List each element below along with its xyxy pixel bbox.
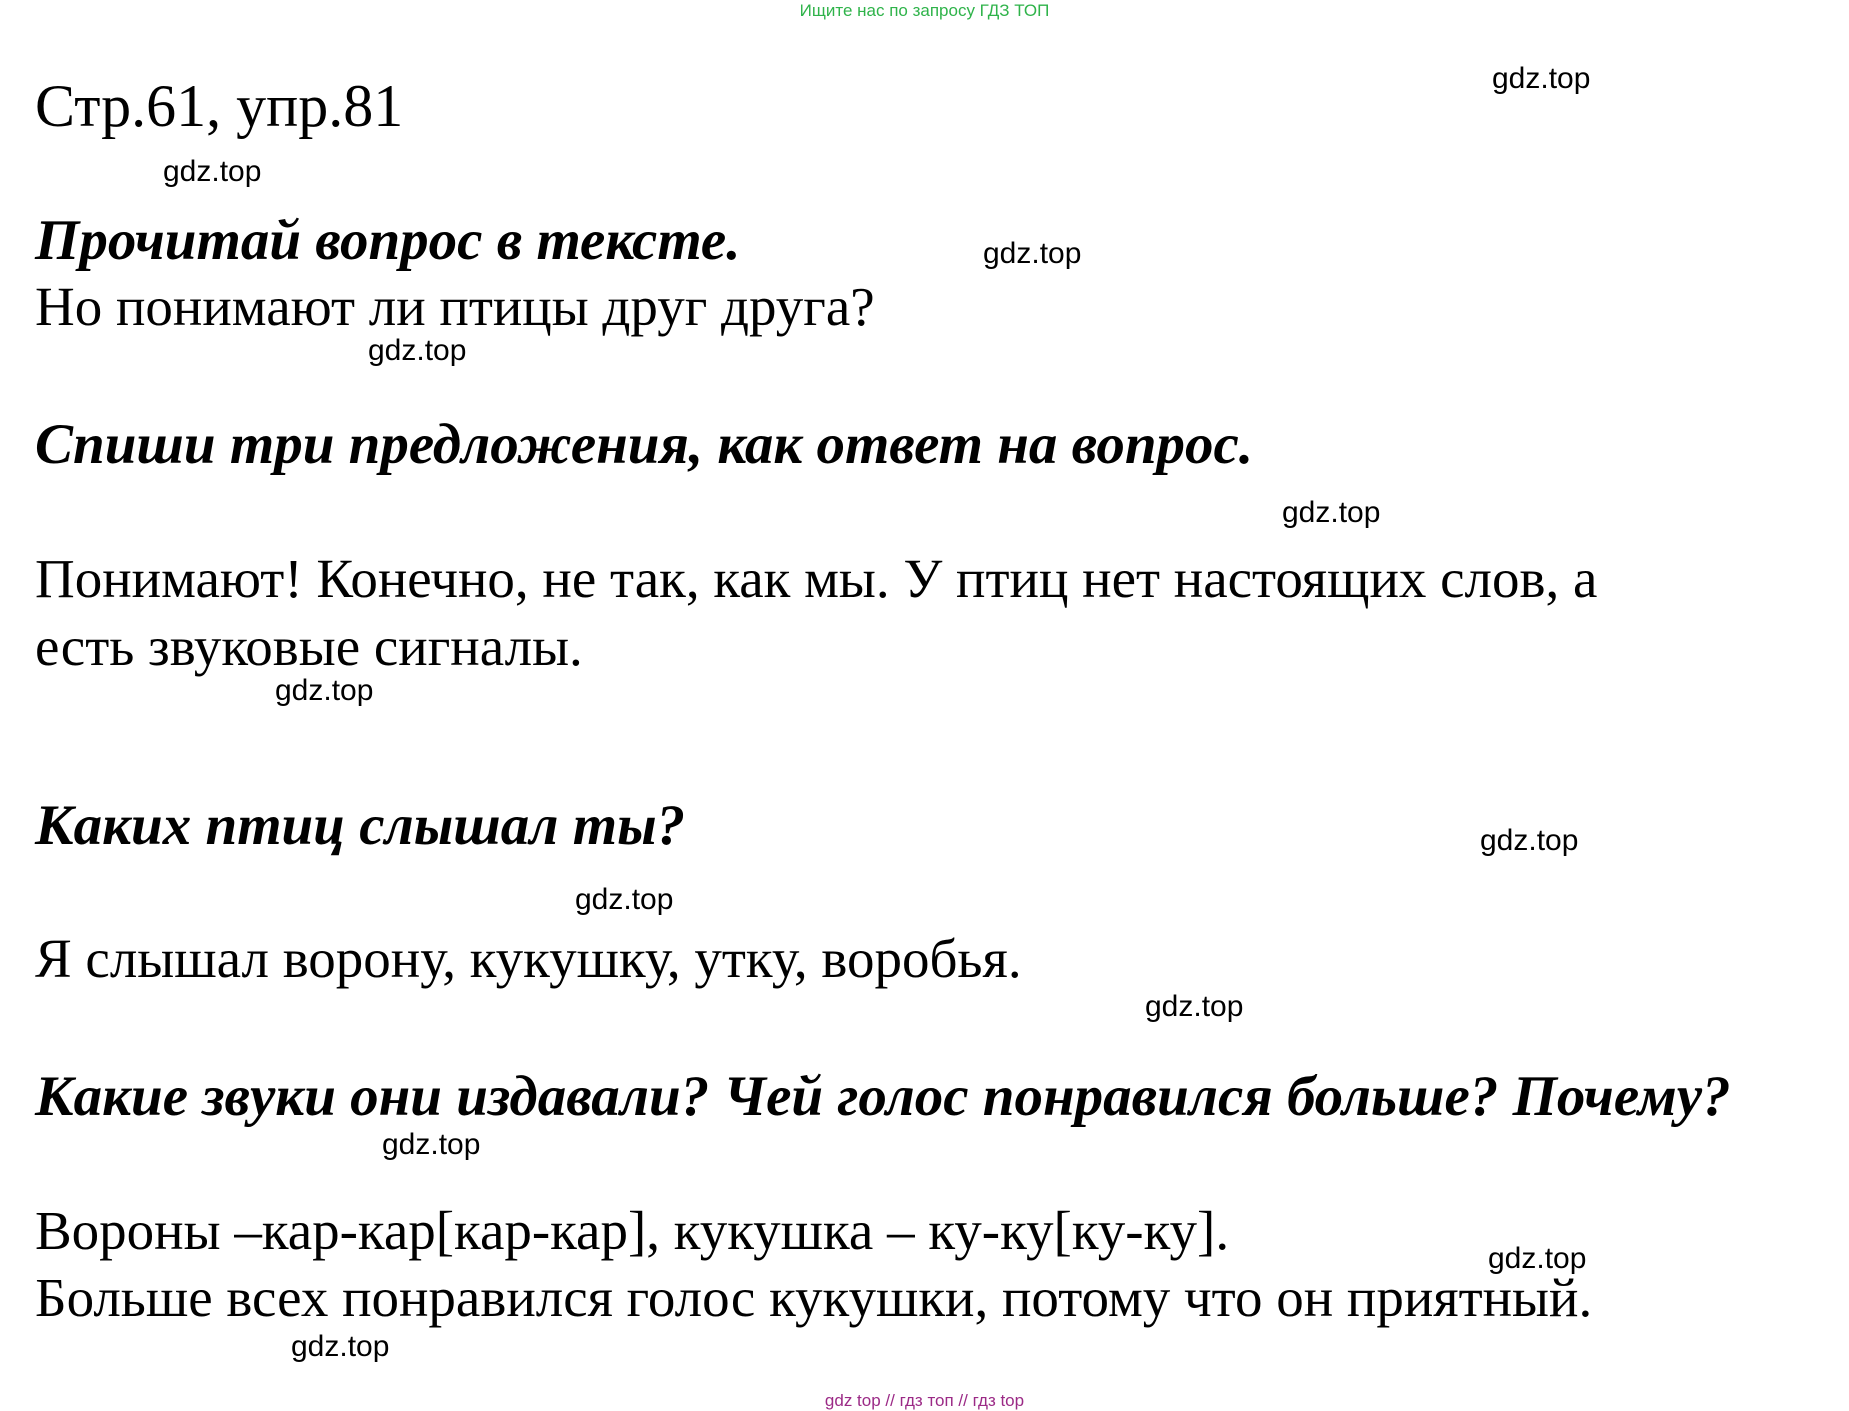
- watermark: gdz.top: [368, 334, 467, 367]
- answer-2-line-1: Понимают! Конечно, не так, как мы. У птиц нет настоящих слов, а: [35, 548, 1598, 609]
- watermark: gdz.top: [163, 155, 262, 188]
- watermark: gdz.top: [1282, 496, 1381, 529]
- watermark: gdz.top: [291, 1330, 390, 1363]
- watermark: gdz.top: [575, 883, 674, 916]
- page-title: Стр.61, упр.81: [35, 73, 404, 139]
- watermark: gdz.top: [1488, 1242, 1587, 1275]
- watermark: gdz.top: [382, 1128, 481, 1161]
- question-3: Каких птиц слышал ты?: [35, 794, 686, 857]
- question-2: Спиши три предложения, как ответ на вопрос.: [35, 413, 1254, 476]
- watermark: gdz.top: [983, 237, 1082, 270]
- answer-3: Я слышал ворону, кукушку, утку, воробья.: [35, 928, 1022, 989]
- footer-watermark: gdz top // гдз топ // гдз top: [824, 1391, 1025, 1410]
- watermark: gdz.top: [1492, 62, 1591, 95]
- answer-4-line-2: Больше всех понравился голос кукушки, потому что он приятный.: [35, 1267, 1593, 1328]
- question-4: Какие звуки они издавали? Чей голос понравился больше? Почему?: [35, 1065, 1731, 1128]
- promo-banner: Ищите нас по запросу ГДЗ ТОП: [799, 1, 1050, 20]
- answer-1: Но понимают ли птицы друг друга?: [35, 276, 875, 337]
- answer-2-line-2: есть звуковые сигналы.: [35, 616, 583, 677]
- watermark: gdz.top: [1480, 824, 1579, 857]
- question-1: Прочитай вопрос в тексте.: [35, 209, 741, 272]
- watermark: gdz.top: [1145, 990, 1244, 1023]
- answer-4-line-1: Вороны –кар-кар[кар-кар], кукушка – ку-ку[ку-ку].: [35, 1200, 1230, 1261]
- watermark: gdz.top: [275, 674, 374, 707]
